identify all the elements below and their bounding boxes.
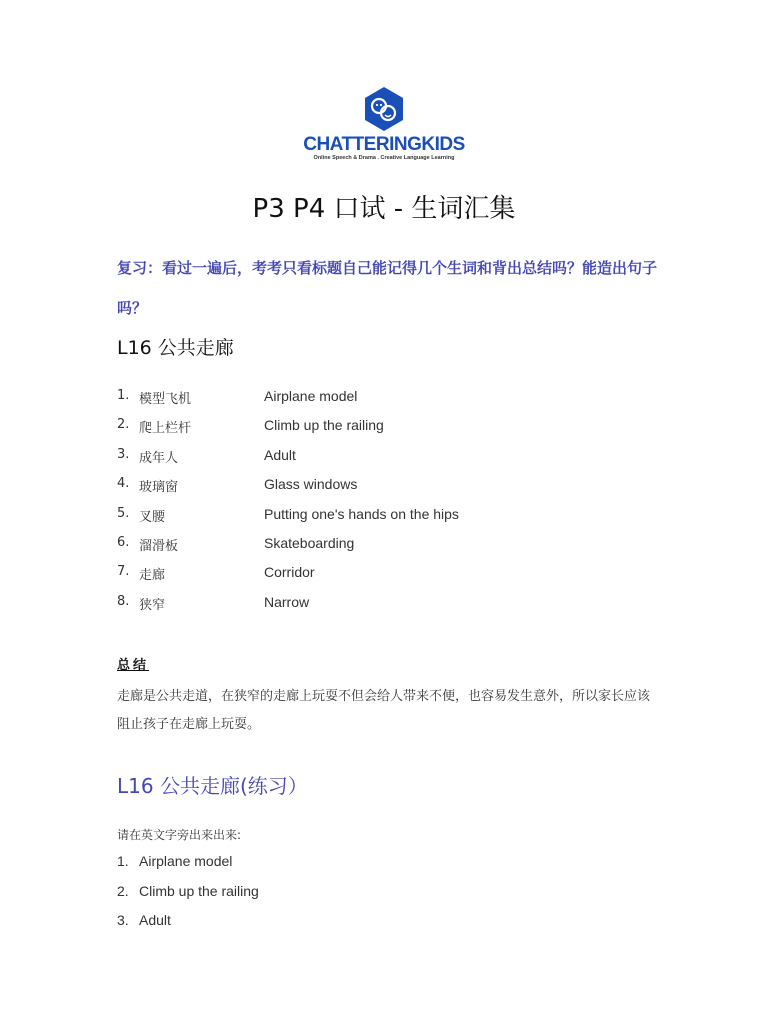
practice-instruction: 请在英文字旁出来出来: — [117, 828, 242, 842]
vocab-number: 7. — [117, 564, 130, 580]
vocab-row — [117, 443, 677, 472]
practice-english: Adult — [139, 912, 171, 928]
page-title: P3 P4 口试 - 生词汇集 — [252, 194, 516, 224]
vocab-chinese: 狭窄 — [139, 597, 166, 613]
practice-number: 2. — [117, 882, 129, 899]
vocab-chinese: 爬上栏杆 — [139, 421, 192, 437]
vocab-number: 3. — [117, 446, 130, 462]
vocab-number: 8. — [117, 593, 130, 609]
practice-item — [117, 910, 517, 940]
vocab-number: 4. — [117, 476, 130, 492]
summary-text: 走廊是公共走道，在狭窄的走廊上玩耍不但会给人带来不便，也容易发生意外，所以家长应该阻止孩子在走廊上玩耍。 — [117, 689, 651, 732]
vocab-english: Narrow — [264, 593, 310, 610]
practice-number: 3. — [117, 912, 129, 928]
vocab-english: Airplane model — [264, 388, 358, 404]
section-heading: L16 公共走廊 — [117, 337, 234, 359]
vocab-number: 5. — [117, 505, 130, 521]
logo-tagline: Online Speech & Drama . Creative Language Learning — [313, 155, 455, 161]
vocab-number: 6. — [117, 534, 130, 550]
vocab-english: Adult — [264, 446, 296, 463]
practice-english: Climb up the railing — [139, 882, 259, 899]
vocab-row — [117, 384, 677, 413]
practice-item — [117, 881, 517, 911]
vocab-english: Putting one's hands on the hips — [264, 505, 459, 522]
practice-heading: L16 公共走廊(练习） — [117, 774, 308, 798]
vocab-row — [117, 502, 677, 531]
vocab-chinese: 玻璃窗 — [139, 480, 179, 496]
vocab-english: Glass windows — [264, 476, 358, 493]
practice-english: Airplane model — [139, 853, 233, 869]
vocab-english: Climb up the railing — [264, 417, 384, 434]
vocab-chinese: 溜滑板 — [139, 538, 179, 554]
logo-text: CHATTERINGKIDS — [303, 134, 465, 155]
logo-hexagon-icon — [363, 86, 405, 132]
vocab-row — [117, 560, 677, 589]
summary-heading: 总结 — [117, 658, 150, 673]
vocab-row — [117, 531, 677, 560]
vocab-number: 2. — [117, 417, 130, 433]
vocab-chinese: 模型飞机 — [139, 392, 192, 407]
chatteringkids-logo — [300, 84, 468, 164]
vocab-english: Corridor — [264, 564, 315, 581]
vocab-number: 1. — [117, 388, 130, 403]
vocab-row — [117, 590, 677, 619]
practice-number: 1. — [117, 853, 129, 869]
practice-item — [117, 851, 517, 881]
practice-list — [117, 851, 517, 940]
review-instruction: 复习：看过一遍后，考考只看标题自己能记得几个生词和背出总结吗？能造出句子吗？ — [117, 259, 658, 317]
vocab-list — [117, 384, 677, 619]
vocab-chinese: 走廊 — [139, 568, 166, 584]
vocab-row — [117, 413, 677, 442]
vocab-chinese: 成年人 — [139, 450, 179, 466]
vocab-chinese: 叉腰 — [139, 509, 166, 525]
vocab-english: Skateboarding — [264, 534, 355, 551]
vocab-row — [117, 472, 677, 501]
